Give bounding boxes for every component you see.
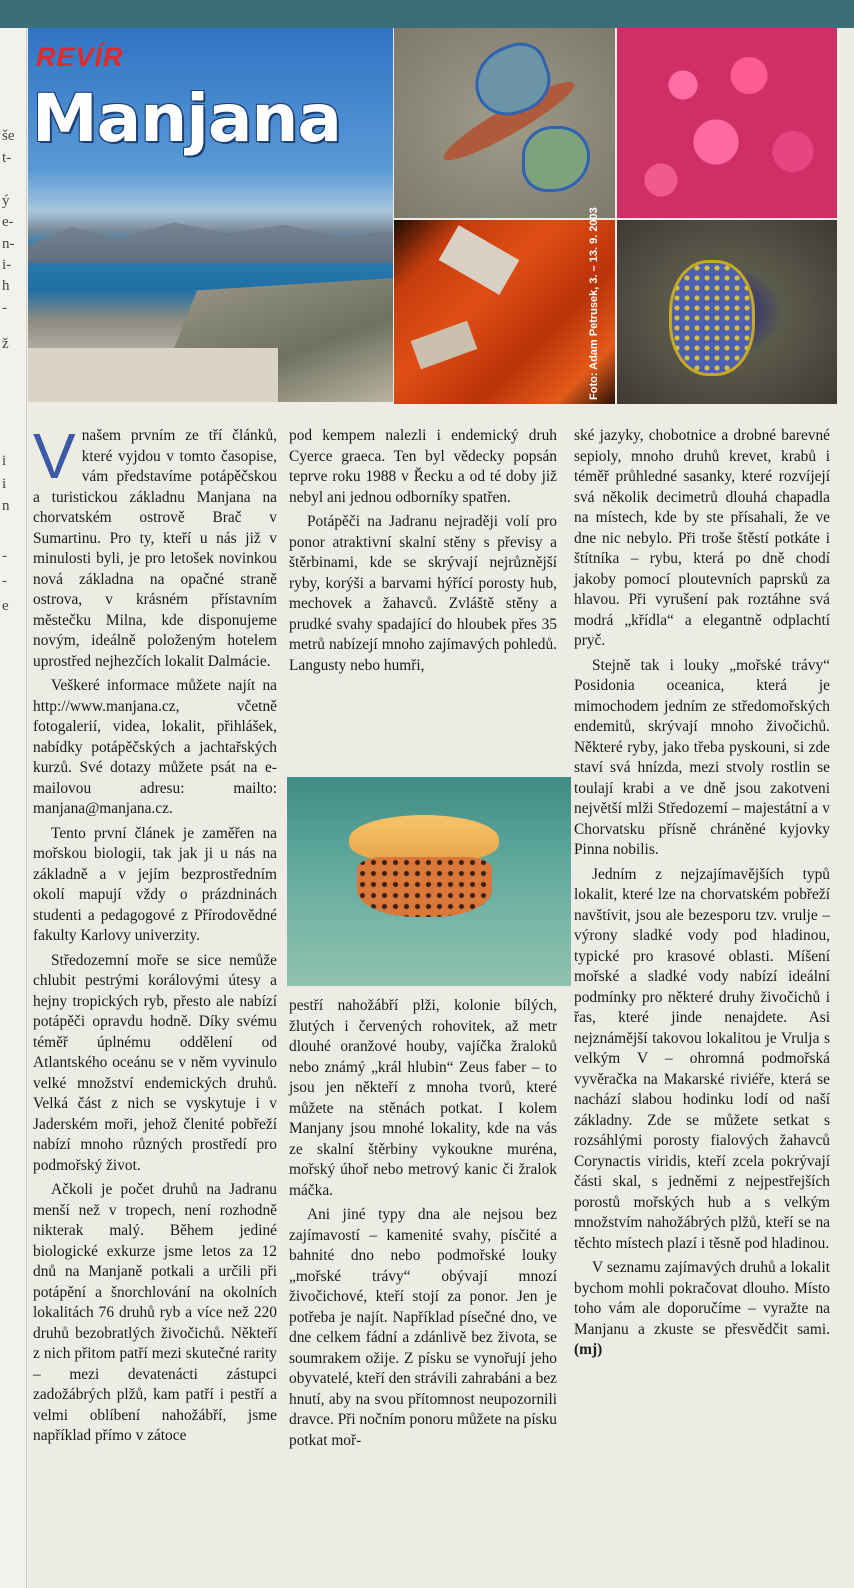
paragraph: pestří nahožábří plži, kolonie bílých, žlutých i červených rohovitek, až metr dlouhé oranžové houby, vajíčka žraloků nebo známý „král hlubin“ Zeus faber – to jsou jen někteří z mnoha tvorů, které můžete na stěnách potkat. I kolem Manjany jsou mnohé lokality, kde na vás ze skalní štěrbiny vykoukne muréna, mořský úhoř nebo metrový kanic či žralok máčka. [289,997,557,1199]
section-kicker: REVÍR [36,42,124,72]
margin-fragment: h [2,278,10,294]
beach [28,348,278,402]
margin-fragment: i- [2,257,12,273]
article-column-3 [574,426,830,1365]
nudibranch [669,260,755,376]
jellyfish-tentacles [357,857,492,917]
paragraph: Potápěči na Jadranu nejraději volí pro ponor atraktivní skalní stěny s převisy a štěrbinami, kde se skrývají nejrůznější ryby, korýši a barvami hýřící porosty hub, mechovek a žahavců. Zvláště stěny a prudké svahy spadající do hloubek přes 35 metrů nabízejí mnoho zajímavých pohledů. Langusty nebo humři, [289,513,557,674]
margin-fragment: i [2,453,7,469]
paragraph: Veškeré informace můžete najít na http://www.manjana.cz, včetně fotogalerií, videa, lokalit, přihlášek, nabídky potápěčských a jachtařských kurzů. Své dotazy můžete psát na e-mailovou adresu: mailto: manjana@manjana.cz. [33,677,277,817]
nudibranch-photo [617,220,837,404]
author-signature: (mj) [574,1341,603,1358]
margin-fragment: t- [2,150,12,166]
drop-cap: V [33,420,76,492]
paragraph: V seznamu zajímavých druhů a lokalit bychom mohli pokračovat dlouho. Místo toho vám ale doporučíme – vyražte na Manjanu a zkuste se přesvědčit sami. (mj) [574,1259,830,1358]
fish-fin [522,126,590,192]
paragraph: Vnašem prvním ze tří článků, které vyjdou v tomto časopise, vám představíme potápěčskou a turistickou základnu Manjana na chorvatském ostrově Brač v Sumartinu. Pro ty, kteří u nás již v minulosti byli, je pro letošek novinkou nová základna na opačné straně ostrova, v krásném přístavním městečku Milna, kde disponujeme novým, ideálně položeným hotelem uprostřed nejhezčích lokalit Dalmácie. [33,420,277,670]
margin-fragment: - [2,573,7,589]
mountain-range [28,218,393,263]
paragraph: Středozemní moře se sice nemůže chlubit pestrými korálovými útesy a hejny tropických ryb, přesto ale nabízí potápěči opravdu hodně. Díky svému téměř úplnému oddělení od Atlantského oceánu se v něm vyvinulo velké množství endemických druhů. Velká část z nich se vyskytuje i v Jaderském moři, jehož členité pobřeží nabízí mnoho různých prostředí pro podmořský život. [33,951,277,1174]
margin-fragment: ž [2,336,9,352]
jellyfish-photo [287,777,571,986]
jellyfish-bell [349,815,499,863]
article-column-2-top [289,426,557,680]
margin-fragment: e [2,598,9,614]
margin-fragment: - [2,300,7,316]
photo-credit: Foto: Adam Petrusek, 3. – 13. 9. 2003 [588,207,600,400]
paragraph: pod kempem nalezli i endemický druh Cyerce graeca. Ten byl vědecky popsán teprve roku 1988 v Řecku a od té doby již nebyl ani jednou odborníky spatřen. [289,427,557,506]
fish-photo [394,28,615,218]
pink-coral-photo [617,28,837,218]
paragraph: Stejně tak i louky „mořské trávy“ Posidonia oceanica, která je mimochodem jedním ze středomořských endemitů, skrývají mnoho živočichů. Některé ryby, jako třeba pyskouni, si zde staví svá hnízda, mezi stvoly rostlin se toulají krabi a ve dně jsou zakotveni největší mlži Středozemí – majestátní a v Chorvatsku přísně chráněné kyjovky Pinna nobilis. [574,656,830,858]
orange-sponge-photo [394,220,615,404]
margin-fragment: i [2,476,7,492]
previous-page-margin [0,28,27,1588]
paragraph: Jedním z nejzajímavějších typů lokalit, které lze na chorvatském pobřeží navštívit, jsou ale bezesporu tzv. vrulje – výrony sladké vody pod hladinou, typické pro krasové oblasti. Míšení mořské a sladké vody nabízí ideální podmínky pro některé druhy živočichů i řas, které jinde nenajdete. Asi nejznámější takovou lokalitou je Vrulja s velkým V – ohromná podmořská vyvěračka na Makarské riviéře, která se nachází slabou hodinku lodí od naší základny. Zde se můžete setkat s rozsáhlými porosty fialových žahavců Corynactis viridis, kteří zcela pokrývají části skal, s jedněmi z nejpestřejších porostů mořských hub a s velkým množstvím nahožábrých plžů, kteří se na těchto místech plazí i těsně pod hladinou. [574,865,830,1252]
paragraph: Tento první článek je zaměřen na mořskou biologii, tak jak ji u nás na základně a v jejím bezprostředním okolí mapují vždy o prázdninách studenti a pedagogové z Přírodovědné fakulty Karlovy univerzity. [33,824,277,944]
margin-fragment: ý [2,193,10,209]
sponge-detail [439,225,520,295]
article-column-1 [33,420,277,1451]
article-column-2-bottom [289,996,557,1455]
page-top-band [0,0,854,28]
sponge-detail [411,321,478,370]
margin-fragment: e- [2,214,14,230]
paragraph: ské jazyky, chobotnice a drobné barevné sepioly, mnoho druhů krevet, krabů i téměř průhledné sasanky, které rozvíjejí svá několik decimetrů dlouhá chapadla na místech, kde by ste přísahali, že ve dne nic nebylo. Při troše štěstí potkáte i štítníka – rybu, která po dně chodí jakoby pomocí ploutevních paprsků za hlavou. Při vyrušení pak roztáhne svá modrá „křídla“ a elegantně odplachtí pryč. [574,427,830,649]
article-title: Manjana [32,80,341,157]
margin-fragment: n- [2,236,15,252]
paragraph: Ačkoli je počet druhů na Jadranu menší než v tropech, není rozhodně nikterak malý. Během jediné biologické exkurze jsme letos za 12 dnů na Manjaně potkali a určili při potápění a šnorchlování na okolních lokalitách 76 druhů ryb a více než 220 druhů bezobratlých živočichů. Někteří z nich přitom patří mezi skutečné rarity – mezi devatenácti zástupci zadožábrých plžů, kam patří i pestří a velmi oblíbení nahožábří, jsme například přímo v zátoce [33,1181,277,1444]
margin-fragment: še [2,128,15,144]
margin-fragment: - [2,548,7,564]
margin-fragment: n [2,498,10,514]
paragraph: Ani jiné typy dna ale nejsou bez zajímavostí – kamenité svahy, písčité a bahnité dno nebo podmořské louky „mořské trávy“ obývají mnozí živočichové, kteří stojí za ponor. Jen je potřeba je najít. Například písečné dno, ve dne celkem fádní a zdánlivě bez života, se soumrakem ožije. Z písku se vynořují jeho obyvatelé, kteří den strávili zahrabáni a bez hnutí, aby na svou přítomnost neupozornili dravce. Při nočním ponoru můžete na písku potkat moř- [289,1206,557,1449]
